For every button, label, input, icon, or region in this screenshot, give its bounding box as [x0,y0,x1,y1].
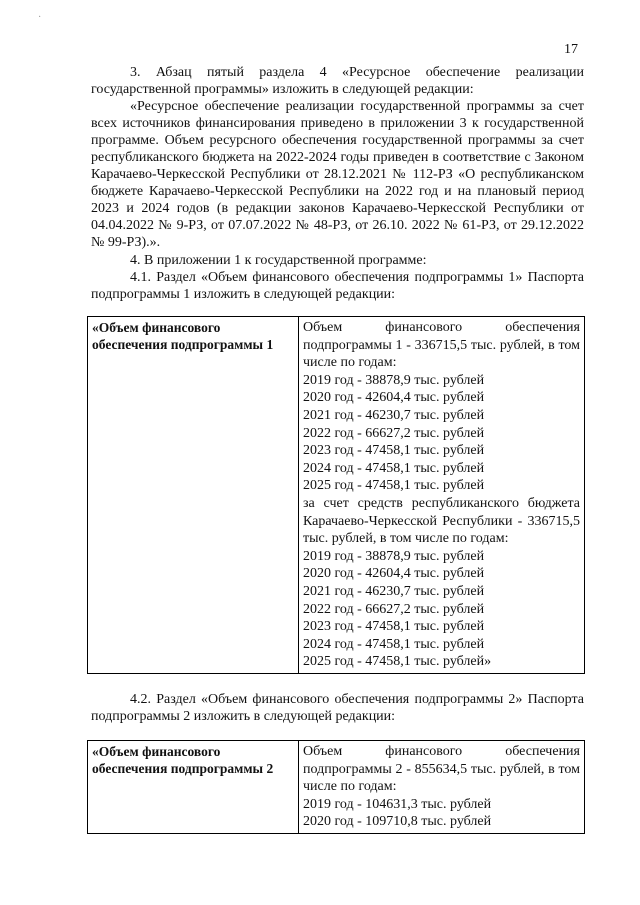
table-1-budget-year-row: 2024 год - 47458,1 тыс. рублей [303,636,485,652]
table-2-year-row: 2019 год - 104631,3 тыс. рублей [303,796,492,812]
table-1-year-row: 2021 год - 46230,7 тыс. рублей [303,407,485,423]
table-1-year-row: 2025 год - 47458,1 тыс. рублей [303,478,485,494]
table-1-budget-year-row: 2020 год - 42604,4 тыс. рублей [303,566,485,582]
page-number: 17 [564,42,578,57]
table-2-year-row: 2020 год - 109710,8 тыс. рублей [303,814,492,830]
scan-mark: · [38,12,42,23]
table-1-label: «Объем финансового обеспечения подпрограммы 1 [88,317,299,674]
table-2-content [299,741,585,834]
table-1-budget-year-row: 2025 год - 47458,1 тыс. рублей» [303,654,492,670]
table-1-budget-year-row: 2021 год - 46230,7 тыс. рублей [303,583,485,599]
table-1-year-row: 2022 год - 66627,2 тыс. рублей [303,425,485,441]
table-1-budget-text: за счет средств республиканского бюджета Карачаево-Черкесской Республики - 336715,5 тыс. рублей, в том числе по годам: [303,495,580,547]
table-1-year-row: 2019 год - 38878,9 тыс. рублей [303,372,485,388]
table-1-year-row: 2023 год - 47458,1 тыс. рублей [303,443,485,459]
table-1-year-row: 2024 год - 47458,1 тыс. рублей [303,460,485,476]
paragraph-4-2: 4.2. Раздел «Объем финансового обеспечения подпрограммы 2» Паспорта подпрограммы 2 изложить в следующей редакции: [91,692,584,724]
paragraph-3: 3. Абзац пятый раздела 4 «Ресурсное обеспечение реализации государственной программы» изложить в следующей редакции: [91,65,584,97]
table-2-intro: Объем финансового обеспечения подпрограммы 2 - 855634,5 тыс. рублей, в том числе по годам: [303,744,580,795]
table-1-content [299,317,585,674]
table-subprogram-2 [87,740,585,834]
paragraph-quote-resources: «Ресурсное обеспечение реализации государственной программы за счет всех источников финансирования приведено в приложении 3 к государственной программе. Объем ресурсного обеспечения государственной программы за счет республиканского бюджета на 2022-2024 годы приведен в соответствие с Законом Карачаево-Черкесской Республики от 28.12.2021 № 112-РЗ «О республиканском бюджете Карачаево-Черкесской Республики на 2022 год и на плановый период 2023 и 2024 годов (в редакции законов Карачаево-Черкесской Республики от 04.04.2022 № 9-РЗ, от 07.07.2022 № 48-РЗ, от 26.10. 2022 № 61-РЗ, от 29.12.2022 № 99-РЗ).». [91,99,584,250]
table-subprogram-1 [87,316,585,674]
table-2-label: «Объем финансового обеспечения подпрограммы 2 [88,741,299,834]
table-1-year-row: 2020 год - 42604,4 тыс. рублей [303,390,485,406]
paragraph-4-1: 4.1. Раздел «Объем финансового обеспечения подпрограммы 1» Паспорта подпрограммы 1 изложить в следующей редакции: [91,270,584,302]
table-1-budget-year-row: 2019 год - 38878,9 тыс. рублей [303,548,485,564]
table-1-budget-year-row: 2023 год - 47458,1 тыс. рублей [303,619,485,635]
table-1-intro: Объем финансового обеспечения подпрограммы 1 - 336715,5 тыс. рублей, в том числе по годам: [303,320,580,371]
paragraph-4: 4. В приложении 1 к государственной программе: [130,253,427,268]
table-1-budget-year-row: 2022 год - 66627,2 тыс. рублей [303,601,485,617]
